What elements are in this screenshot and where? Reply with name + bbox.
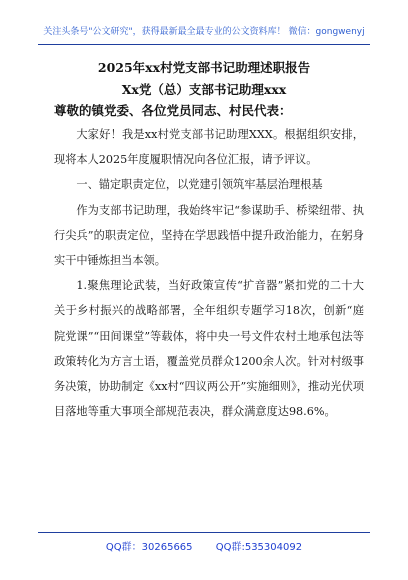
footer-qq-group-1: QQ群：30265665 — [105, 542, 193, 553]
paragraph-greeting: 大家好！我是xx村党支部书记助理XXX。根据组织安排，现将本人2025年度履职情况向各位汇报，请予评议。 — [54, 128, 364, 167]
document-body — [54, 122, 364, 424]
document-title: 2025年xx村党支部书记助理述职报告 — [97, 60, 311, 75]
header-banner: 关注头条号"公文研究"，获得最新最全最专业的公文资料库！ 微信：gongwenyj — [43, 27, 365, 37]
footer-qq-group-2: QQ群:535304092 — [215, 542, 303, 553]
paragraph-role: 作为支部书记助理，我始终牢记“参谋助手、桥梁纽带、执行尖兵”的职责定位，坚持在学思践悟中提升政治能力，在躬身实干中锤炼担当本领。 — [54, 203, 364, 268]
footer — [0, 538, 408, 553]
paragraph-theory: 1.聚焦理论武装，当好政策宣传“扩音器”紧扣党的二十大关于乡村振兴的战略部署，全年组织专题学习18次，创新“庭院党课”“田间课堂”等载体，将中央一号文件农村土地承包法等政策转化为方言土语，覆盖党员群众1200余人次。针对村级事务决策，协助制定《xx村“四议两公开”实施细则》，推动光伏项目落地等重大事项全部规范表决，群众满意度达98.6%。 — [54, 279, 364, 419]
header-rule — [38, 44, 370, 45]
salutation: 尊敬的镇党委、各位党员同志、村民代表： — [54, 103, 292, 118]
section-heading-1: 一、锚定职责定位，以党建引领筑牢基层治理根基 — [76, 178, 323, 192]
document-subtitle: Xx党（总）支部书记助理xxx — [121, 82, 287, 97]
footer-rule — [38, 532, 370, 533]
